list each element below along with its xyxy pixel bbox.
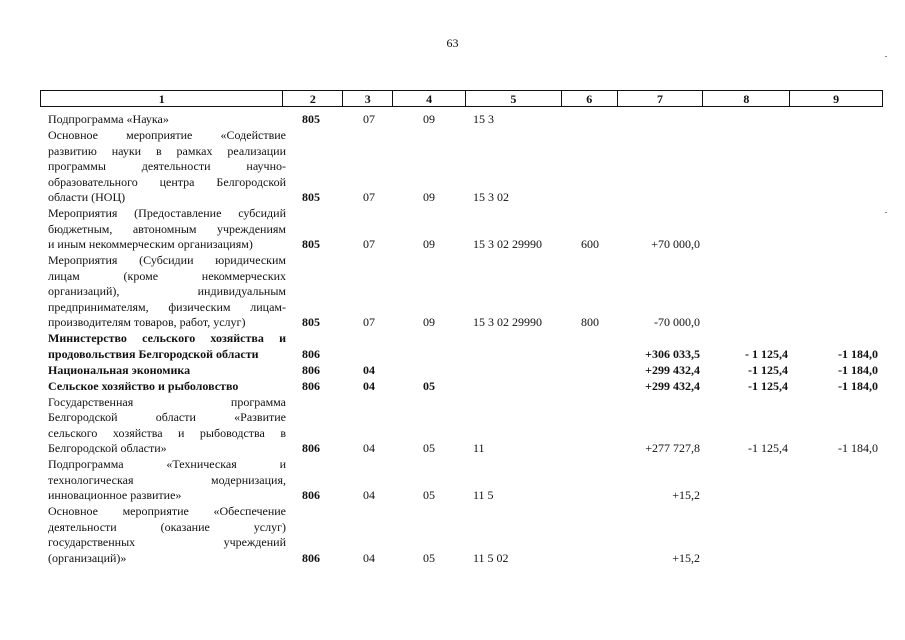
description-line: области (НОЦ) (48, 190, 126, 204)
cell-c3: 07 (363, 315, 375, 329)
description-line: Национальная экономика (48, 362, 191, 377)
cell-c2: 805 (302, 112, 320, 126)
description-line: организаций), индивидуальным (48, 284, 286, 298)
description-line: деятельности (оказание услуг) (48, 519, 286, 534)
page-number: 63 (446, 36, 459, 50)
description-line: Государственная программа (48, 394, 286, 409)
scan-mark (885, 56, 887, 57)
cell-c2: 806 (302, 488, 320, 502)
row-description (48, 363, 286, 379)
cell-c5: 15 3 (473, 112, 494, 126)
header-col-3: 3 (343, 91, 393, 106)
table-row (40, 112, 883, 128)
header-col-2: 2 (283, 91, 343, 106)
row-description (48, 457, 286, 504)
cell-c7: -70 000,0 (654, 315, 700, 329)
cell-c5: 11 5 02 (473, 550, 509, 565)
description-line: Мероприятия (Субсидии юридическим (48, 253, 286, 267)
cell-c7: +306 033,5 (645, 346, 700, 361)
cell-c3: 07 (363, 112, 375, 126)
description-line: Основное мероприятие «Обеспечение (48, 504, 286, 518)
cell-c5: 11 5 (473, 488, 494, 502)
description-line: бюджетным, автономным учреждениям (48, 221, 286, 236)
header-col-5: 5 (466, 91, 562, 106)
cell-c9: -1 184,0 (838, 441, 878, 455)
cell-c3: 04 (363, 550, 375, 565)
cell-c5: 15 3 02 (473, 190, 509, 204)
cell-c4: 05 (423, 550, 435, 565)
description-line: программы деятельности научно- (48, 159, 286, 173)
cell-c3: 04 (363, 362, 375, 377)
cell-c3: 07 (363, 190, 375, 204)
description-line: продовольствия Белгородской области (48, 346, 259, 361)
row-description (48, 206, 286, 253)
cell-c3: 04 (363, 488, 375, 502)
cell-c9: -1 184,0 (838, 362, 878, 377)
header-col-1: 1 (41, 91, 283, 106)
cell-c7: +70 000,0 (651, 237, 700, 251)
description-line: Сельское хозяйство и рыболовство (48, 378, 239, 393)
description-line: технологическая модернизация, (48, 472, 286, 487)
table-row (40, 206, 883, 253)
table-row (40, 331, 883, 362)
cell-c5: 15 3 02 29990 (473, 237, 542, 251)
cell-c3: 04 (363, 441, 375, 455)
cell-c2: 806 (302, 378, 320, 393)
header-col-4: 4 (393, 91, 466, 106)
header-col-9: 9 (833, 92, 840, 106)
cell-c7: +15,2 (672, 550, 700, 565)
cell-c8: -1 125,4 (748, 362, 788, 377)
cell-c5: 11 (473, 441, 485, 455)
cell-c2: 806 (302, 362, 320, 377)
description-line: развитию науки в рамках реализации (48, 143, 286, 158)
cell-c6: 800 (581, 315, 599, 329)
row-description (48, 253, 286, 331)
cell-c2: 806 (302, 550, 320, 565)
cell-c4: 09 (423, 237, 435, 251)
description-line: образовательного центра Белгородской (48, 174, 286, 189)
row-description (48, 331, 286, 362)
table-row (40, 504, 883, 566)
cell-c4: 09 (423, 190, 435, 204)
row-description (48, 395, 286, 457)
table-row (40, 128, 883, 206)
description-line: Основное мероприятие «Содействие (48, 128, 286, 142)
cell-c7: +299 432,4 (645, 378, 700, 393)
row-description (48, 112, 286, 128)
description-line: инновационное развитие» (48, 488, 182, 502)
description-line: (организаций)» (48, 550, 127, 565)
cell-c8: - 1 125,4 (745, 346, 788, 361)
table-row (40, 457, 883, 504)
table-header (40, 90, 883, 107)
cell-c2: 806 (302, 441, 320, 455)
description-line: Министерство сельского хозяйства и (48, 331, 286, 345)
scan-mark (885, 212, 887, 213)
cell-c4: 09 (423, 112, 435, 126)
description-line: предпринимателям, физическим лицам- (48, 299, 286, 314)
cell-c8: -1 125,4 (748, 441, 788, 455)
row-description (48, 504, 286, 566)
cell-c7: +15,2 (672, 488, 700, 502)
header-col-7: 7 (618, 91, 704, 106)
description-line: производителям товаров, работ, услуг) (48, 315, 246, 329)
description-line: Белгородской области» (48, 441, 167, 455)
cell-c2: 806 (302, 346, 320, 361)
cell-c8: -1 125,4 (748, 378, 788, 393)
cell-c9: -1 184,0 (838, 378, 878, 393)
description-line: Белгородской области «Развитие (48, 410, 286, 424)
description-line: государственных учреждений (48, 535, 286, 549)
cell-c4: 09 (423, 315, 435, 329)
cell-c5: 15 3 02 29990 (473, 315, 542, 329)
header-col-6: 6 (562, 91, 618, 106)
cell-c4: 05 (423, 441, 435, 455)
description-line: и иным некоммерческим организациям) (48, 237, 253, 251)
cell-c7: +277 727,8 (645, 441, 700, 455)
row-description (48, 379, 286, 395)
row-description (48, 128, 286, 206)
table-row (40, 363, 883, 379)
cell-c4: 05 (423, 488, 435, 502)
cell-c3: 04 (363, 378, 375, 393)
description-line: сельского хозяйства и рыбоводства в (48, 425, 286, 440)
description-line: Мероприятия (Предоставление субсидий (48, 206, 286, 220)
cell-c4: 05 (423, 378, 435, 393)
description-line: лицам (кроме некоммерческих (48, 268, 286, 283)
cell-c2: 805 (302, 237, 320, 251)
cell-c9: -1 184,0 (838, 346, 878, 361)
table-row (40, 253, 883, 331)
cell-c2: 805 (302, 190, 320, 204)
cell-c2: 805 (302, 315, 320, 329)
header-col-8: 8 (703, 91, 790, 106)
table-row (40, 379, 883, 395)
table-row (40, 395, 883, 457)
description-line: Подпрограмма «Наука» (48, 112, 169, 126)
cell-c3: 07 (363, 237, 375, 251)
description-line: Подпрограмма «Техническая и (48, 457, 286, 471)
cell-c6: 600 (581, 237, 599, 251)
cell-c7: +299 432,4 (645, 362, 700, 377)
